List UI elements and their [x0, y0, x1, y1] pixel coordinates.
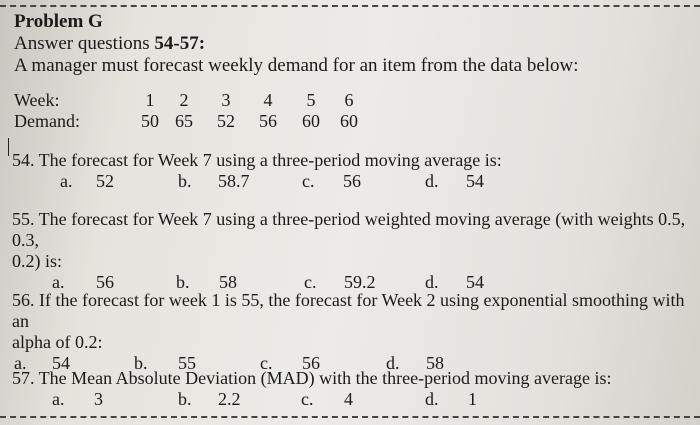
problem-intro: A manager must forecast weekly demand for an item from the data below: [14, 55, 579, 76]
bottom-dashed-border [0, 416, 700, 418]
demand-cell: 50 [141, 111, 159, 131]
option-c-letter: c. [304, 272, 317, 292]
option-b-value: 55 [178, 353, 196, 373]
option-c-value: 59.2 [344, 272, 376, 292]
question-56 [12, 290, 700, 374]
answer-instruction: Answer questions 54-57: [14, 33, 206, 54]
option-d-value: 54 [466, 171, 484, 191]
option-a-letter: a. [52, 272, 65, 292]
answer-options [12, 389, 612, 410]
demand-cell: 60 [302, 111, 320, 131]
problem-header [14, 11, 674, 77]
option-d-letter: d. [425, 171, 439, 191]
option-a-value: 54 [52, 353, 70, 373]
option-d-letter: d. [386, 353, 400, 373]
option-a-letter: a. [14, 353, 27, 373]
option-c-value: 56 [343, 171, 361, 191]
question-text: 54. The forecast for Week 7 using a three-period moving average is: [12, 150, 502, 170]
question-57 [12, 368, 612, 410]
question-text: 55. The forecast for Week 7 using a three-period weighted moving average (with weights 0.5, 0.3, [12, 209, 686, 250]
week-cell: 1 [145, 90, 155, 110]
week-cell: 4 [263, 90, 273, 110]
week-label: Week: [14, 90, 60, 110]
option-b-value: 58.7 [218, 171, 250, 191]
option-a-value: 52 [96, 171, 114, 191]
option-c-letter: c. [301, 389, 314, 409]
option-d-value: 54 [466, 272, 484, 292]
option-c-value: 56 [302, 353, 320, 373]
demand-cell: 52 [217, 111, 235, 131]
answer-options [12, 171, 502, 192]
option-d-value: 58 [426, 353, 444, 373]
demand-label: Demand: [14, 111, 80, 131]
demand-cell: 60 [340, 111, 358, 131]
week-cell: 2 [179, 90, 189, 110]
option-b-letter: b. [178, 171, 192, 191]
demand-cell: 56 [259, 111, 277, 131]
option-c-letter: c. [302, 171, 315, 191]
option-a-value: 3 [94, 389, 103, 409]
option-b-value: 2.2 [218, 389, 241, 409]
option-b-letter: b. [176, 272, 190, 292]
option-b-value: 58 [219, 272, 237, 292]
option-b-letter: b. [178, 389, 192, 409]
option-d-value: 1 [468, 389, 477, 409]
option-b-letter: b. [134, 353, 148, 373]
option-a-letter: a. [60, 171, 73, 191]
question-55 [12, 209, 700, 293]
option-a-letter: a. [52, 389, 65, 409]
option-d-letter: d. [425, 389, 439, 409]
week-cell: 5 [306, 90, 316, 110]
week-cell: 6 [344, 90, 354, 110]
question-text: 57. The Mean Absolute Deviation (MAD) with the three-period moving average is: [12, 368, 612, 388]
top-dashed-border [0, 5, 700, 7]
option-a-value: 56 [96, 272, 114, 292]
demand-cell: 65 [175, 111, 193, 131]
option-c-letter: c. [260, 353, 273, 373]
question-54 [12, 150, 502, 192]
option-d-letter: d. [425, 272, 439, 292]
question-text-continued: 0.2) is: [12, 251, 63, 271]
week-cell: 3 [221, 90, 231, 110]
option-c-value: 4 [344, 389, 353, 409]
question-text-continued: alpha of 0.2: [12, 332, 103, 352]
question-text: 56. If the forecast for week 1 is 55, the forecast for Week 2 using exponential smoothing with an [12, 290, 685, 331]
problem-title: Problem G [14, 11, 103, 32]
